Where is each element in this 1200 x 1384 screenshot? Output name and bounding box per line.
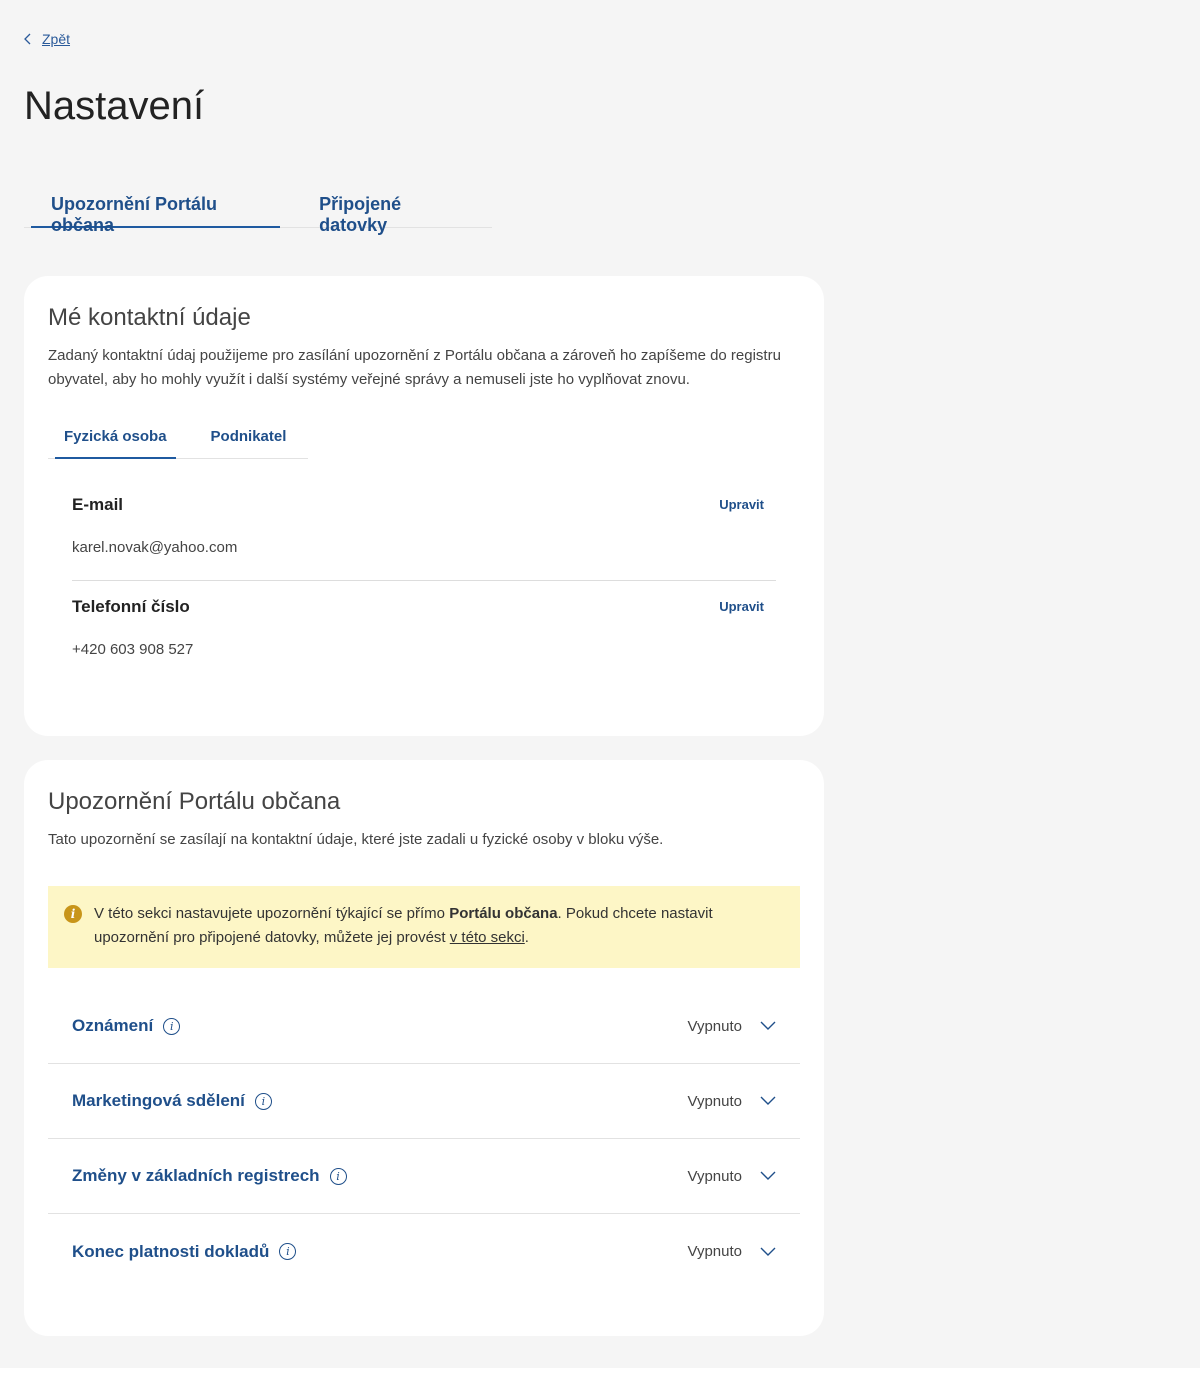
chevron-down-icon[interactable] xyxy=(760,1096,776,1106)
tab-portal-notifications[interactable]: Upozornění Portálu občana xyxy=(31,180,280,228)
alert-bold: Portálu občana xyxy=(449,905,558,922)
alert-text: . Pokud chcete nastavit upozornění pro připojené datovky, můžete jej provést xyxy=(94,905,713,946)
chevron-down-icon[interactable] xyxy=(760,1021,776,1031)
info-icon[interactable]: i xyxy=(330,1168,347,1185)
subtab-natural-person[interactable]: Fyzická osoba xyxy=(55,418,176,459)
alert-link[interactable]: v této sekci xyxy=(449,929,525,946)
back-link-label[interactable]: Zpět xyxy=(42,31,71,47)
contact-title: Mé kontaktní údaje xyxy=(48,304,251,331)
info-icon[interactable]: i xyxy=(255,1093,272,1110)
contact-card xyxy=(24,276,824,736)
phone-field xyxy=(72,581,776,658)
notification-label: Marketingová sdělení xyxy=(72,1091,245,1110)
info-icon[interactable]: i xyxy=(279,1243,296,1260)
chevron-down-icon[interactable] xyxy=(760,1171,776,1181)
notifications-title: Upozornění Portálu občana xyxy=(48,788,341,815)
tab-connected-databoxes[interactable]: Připojené datovky xyxy=(319,194,402,235)
info-icon[interactable]: i xyxy=(163,1018,180,1035)
notification-row[interactable] xyxy=(48,1214,800,1289)
info-alert xyxy=(48,886,800,968)
notification-label: Změny v základních registrech xyxy=(72,1166,320,1185)
notification-status: Vypnuto xyxy=(687,1017,742,1035)
notifications-card xyxy=(24,760,824,1336)
notification-label: Konec platnosti dokladů xyxy=(72,1241,270,1261)
page-title: Nastavení xyxy=(24,84,205,128)
notifications-description: Tato upozornění se zasílají na kontaktní údaje, které jste zadali u fyzické osoby v bloku výše. xyxy=(48,831,664,848)
edit-email-button[interactable]: Upravit xyxy=(719,497,764,512)
notification-row[interactable] xyxy=(48,1139,800,1214)
notification-status: Vypnuto xyxy=(687,1092,742,1110)
main-tabs xyxy=(24,180,492,235)
notification-list xyxy=(48,989,800,1289)
notification-status: Vypnuto xyxy=(687,1167,742,1185)
notification-label: Oznámení xyxy=(72,1016,154,1035)
chevron-down-icon[interactable] xyxy=(760,1247,776,1257)
alert-text: V této sekci nastavujete upozornění týkající se přímo xyxy=(94,905,450,922)
info-warning-icon: i xyxy=(64,905,82,923)
notification-status: Vypnuto xyxy=(687,1243,742,1260)
edit-phone-button[interactable]: Upravit xyxy=(719,599,764,614)
email-value: karel.novak@yahoo.com xyxy=(72,539,238,556)
back-link[interactable] xyxy=(24,31,70,47)
chevron-left-icon xyxy=(24,33,32,45)
notification-row[interactable] xyxy=(48,1064,800,1139)
subtab-entrepreneur[interactable]: Podnikatel xyxy=(210,428,287,445)
person-type-tabs xyxy=(48,418,308,459)
phone-value: +420 603 908 527 xyxy=(72,641,194,658)
alert-text: . xyxy=(524,929,529,946)
notification-row[interactable] xyxy=(48,989,800,1064)
phone-label: Telefonní číslo xyxy=(72,597,190,616)
contact-description: Zadaný kontaktní údaj použijeme pro zasílání upozornění z Portálu občana a zároveň ho zapíšeme do registru obyvatel, aby ho mohly využít i další systémy veřejné správy a nemuseli jste ho vyplňovat znovu. xyxy=(48,347,781,388)
email-label: E-mail xyxy=(72,495,124,514)
email-field xyxy=(72,479,776,556)
